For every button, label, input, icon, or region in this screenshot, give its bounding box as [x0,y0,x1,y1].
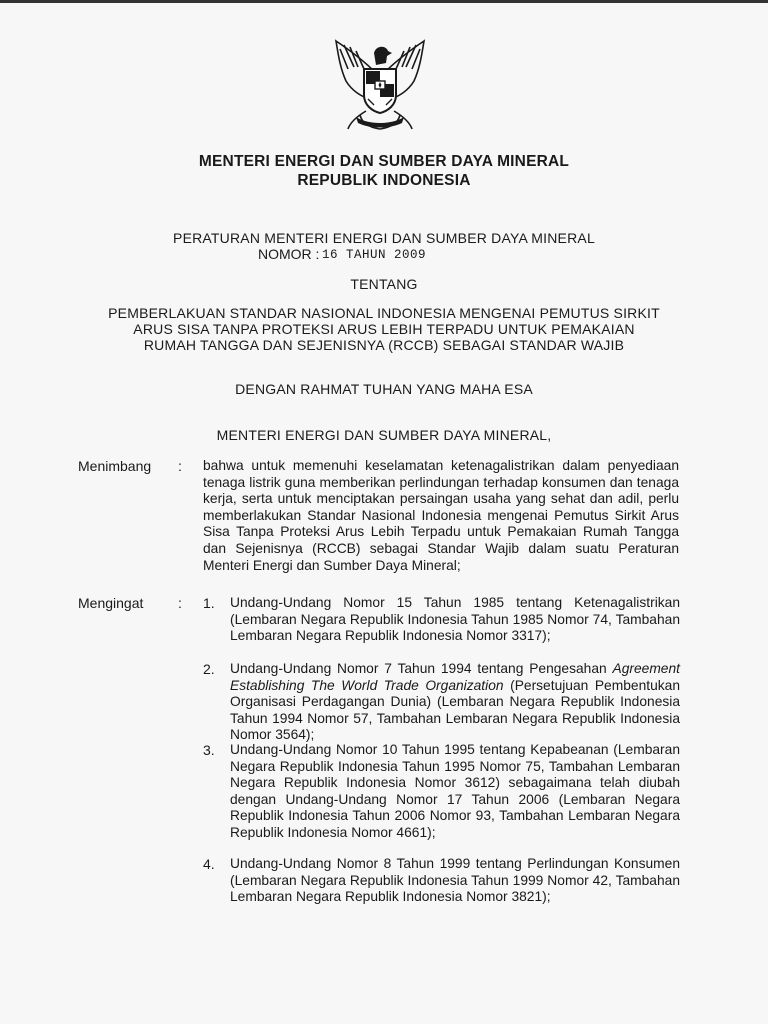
issuer-line: MENTERI ENERGI DAN SUMBER DAYA MINERAL, [216,427,552,443]
regulation-number: 16 TAHUN 2009 [322,248,427,262]
mengingat-item-1-text: Undang-Undang Nomor 15 Tahun 1985 tentang Ketenagalistrikan (Lembaran Negara Republik Indonesia Tahun 1985 Nomor 74, Tambahan Lembaran Negara Republik Indonesia Nomor 3317); [230,595,680,644]
mengingat-item-1-number: 1. [203,595,215,611]
subject-line-3: RUMAH TANGGA DAN SEJENISNYA (RCCB) SEBAGAI STANDAR WAJIB [143,337,625,353]
mengingat-item-3-number: 3. [203,742,215,758]
subject-line-1: PEMBERLAKUAN STANDAR NASIONAL INDONESIA MENGENAI PEMUTUS SIRKIT [108,305,660,321]
regulation-number-label: NOMOR : [258,246,320,262]
subject-line-2: ARUS SISA TANPA PROTEKSI ARUS LEBIH TERPADU UNTUK PEMAKAIAN [133,321,635,337]
mengingat-item-2-text-a: Undang-Undang Nomor 7 Tahun 1994 tentang Pengesahan [230,661,607,676]
scan-top-edge [0,0,768,3]
mengingat-item-2-text-b: (Persetujuan Pembentukan Organisasi Perdagangan Dunia) (Lembaran Negara Republik Indonesia Tahun 1994 Nomor 57, Tambahan Lembaran Negara Republik Indonesia Nomor 3564); [230,677,680,743]
menimbang-text: bahwa untuk memenuhi keselamatan ketenagalistrikan dalam penyediaan tenaga listrik guna memberikan perlindungan terhadap konsumen dan tenaga kerja, serta untuk menciptakan persaingan usaha yang sehat dan adil, perlu memberlakukan Standar Nasional Indonesia mengenai Pemutus Sirkit Arus Sisa Tanpa Proteksi Arus Lebih Terpadu untuk Pemakaian Rumah Tangga dan Sejenisnya (RCCB) sebagai Standar Wajib dalam suatu Peraturan Menteri Energi dan Sumber Daya Mineral; [203,458,679,573]
menimbang-label: Menimbang [78,458,152,474]
ministry-subtitle: REPUBLIK INDONESIA [297,172,471,189]
mengingat-item-2-italic: Agreement Establishing The World Trade Organization [230,661,680,693]
mengingat-item-4-number: 4. [203,856,215,872]
mengingat-label: Mengingat [78,595,144,611]
mengingat-item-2-number: 2. [203,661,215,677]
mengingat-item-4-text: Undang-Undang Nomor 8 Tahun 1999 tentang Perlindungan Konsumen (Lembaran Negara Republik Indonesia Tahun 1999 Nomor 42, Tambahan Lembaran Negara Republik Indonesia Nomor 3821); [230,856,680,905]
regulation-title: PERATURAN MENTERI ENERGI DAN SUMBER DAYA MINERAL [173,230,595,246]
ministry-title: MENTERI ENERGI DAN SUMBER DAYA MINERAL [198,153,570,170]
mengingat-colon: : [178,595,182,611]
mengingat-item-2-text [230,661,680,744]
mengingat-item-3-text: Undang-Undang Nomor 10 Tahun 1995 tentang Kepabeanan (Lembaran Negara Republik Indonesia Tahun 1995 Nomor 75, Tambahan Lembaran Negara Republik Indonesia Nomor 3612) sebagaimana telah diubah dengan Undang-Undang Nomor 17 Tahun 2006 (Lembaran Negara Republik Indonesia Tahun 2006 Nomor 93, Tambahan Lembaran Negara Republik Indonesia Nomor 4661); [230,742,680,840]
menimbang-colon: : [178,458,182,474]
about-heading: TENTANG [350,276,418,292]
blessing-line: DENGAN RAHMAT TUHAN YANG MAHA ESA [235,381,533,397]
garuda-emblem-icon [326,33,434,133]
